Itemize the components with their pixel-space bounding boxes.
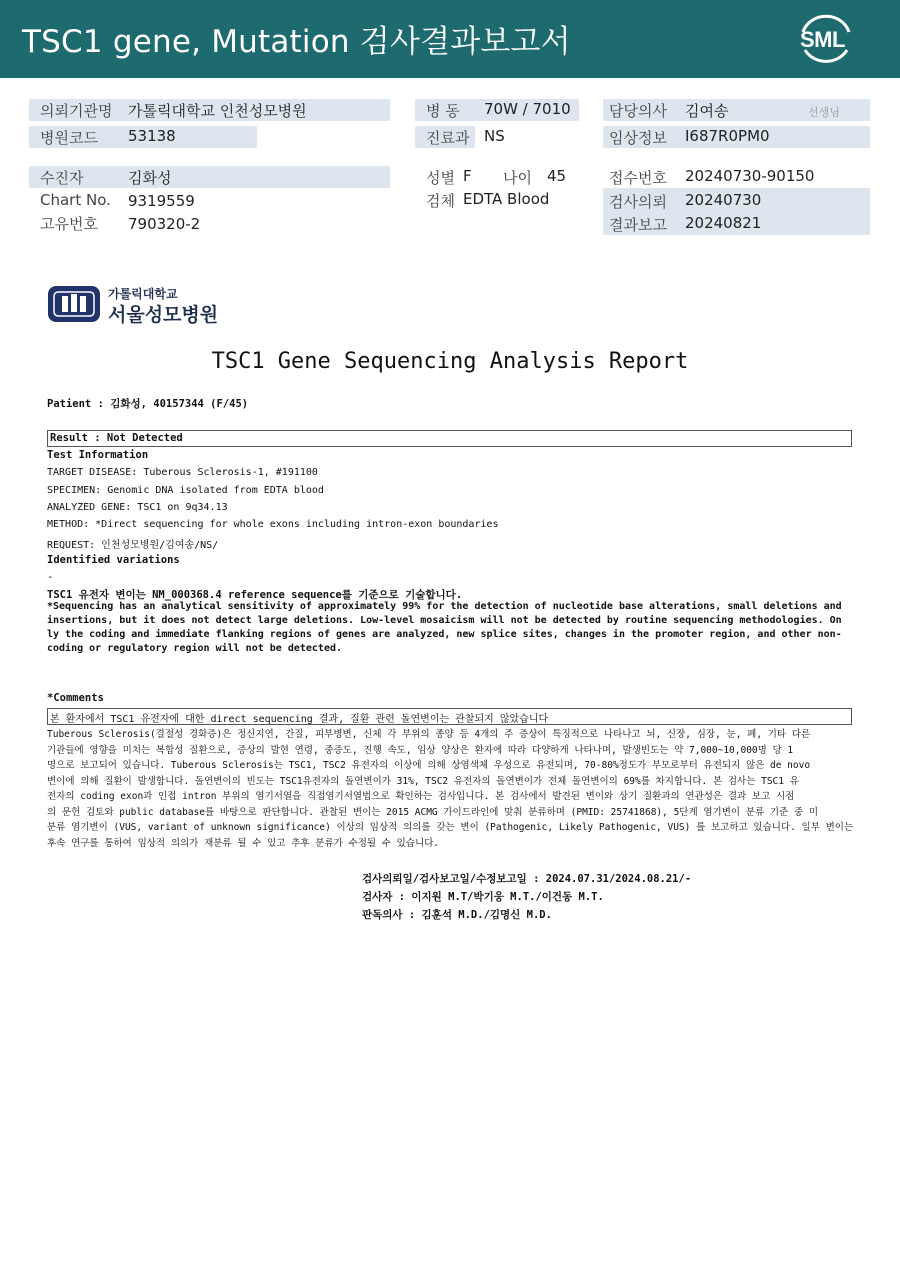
institution-label: 의뢰기관명 <box>40 102 113 120</box>
comments-heading: *Comments <box>47 692 104 704</box>
reviewers-line: 판독의사 : 김훈석 M.D./김명신 M.D. <box>362 909 552 921</box>
sequencing-note-line: insertions, but it does not detect large deletions. Low-level mosaicism will not be detected by routine sequencing methodologies. On <box>47 615 842 626</box>
physician-value: 김여송 <box>685 102 729 120</box>
result-line: Result : Not Detected <box>50 432 183 444</box>
physician-suffix: 선생님 <box>808 106 840 119</box>
identified-heading: Identified variations <box>47 554 180 566</box>
department-value: NS <box>484 127 505 145</box>
request-line: REQUEST: 인천성모병원/김여송/NS/ <box>47 540 219 551</box>
age-label: 나이 <box>503 169 532 187</box>
clinical-value: I687R0PM0 <box>685 127 770 145</box>
analyzed-gene: ANALYZED GENE: TSC1 on 9q34.13 <box>47 502 228 513</box>
receipt-label: 접수번호 <box>609 169 667 187</box>
sml-logo-text: SML <box>800 27 845 52</box>
patient-label: 수진자 <box>40 169 84 187</box>
ward-value: 70W / 7010 <box>484 100 571 118</box>
hospital-code-label: 병원코드 <box>40 129 98 147</box>
report-header-title: TSC1 gene, Mutation 검사결과보고서 <box>22 24 571 60</box>
hospital-name-small: 가톨릭대학교 <box>108 287 178 301</box>
patient-value: 김화성 <box>128 169 172 187</box>
chart-label: Chart No. <box>40 191 111 209</box>
method-line: METHOD: *Direct sequencing for whole exons including intron-exon boundaries <box>47 519 499 530</box>
sequencing-note-line: coding or regulatory region will not be detected. <box>47 643 343 654</box>
unique-label: 고유번호 <box>40 215 98 233</box>
examiners-line: 검사자 : 이지원 M.T/박기웅 M.T./이건동 M.T. <box>362 891 604 903</box>
request-label: 검사의뢰 <box>609 193 667 211</box>
hospital-code-value: 53138 <box>128 127 176 145</box>
sequencing-note-line: ly the coding and immediate flanking regions of genes are analyzed, new splice sites, changes in the promoter region, and other non- <box>47 629 842 640</box>
target-disease: TARGET DISEASE: Tuberous Sclerosis-1, #191100 <box>47 467 318 478</box>
age-value: 45 <box>547 167 567 185</box>
report-title: TSC1 Gene Sequencing Analysis Report <box>211 349 689 374</box>
dates-line: 검사의뢰일/검사보고일/수정보고일 : 2024.07.31/2024.08.21/- <box>362 873 692 885</box>
specimen-line: SPECIMEN: Genomic DNA isolated from EDTA blood <box>47 485 324 496</box>
comment-line: 후속 연구를 통하여 임상적 의의가 재분류 될 수 있고 추후 분류가 수정될 수 있습니다. <box>47 837 440 849</box>
hospital-name-big: 서울성모병원 <box>108 304 219 326</box>
comment-line: 의 문헌 검토와 public database를 바탕으로 판단합니다. 관찰된 변이는 2015 ACMG 가이드라인에 맞춰 분류하며 (PMID: 25741868), 5단계 염기변이 분류 기준 중 미 <box>47 806 819 818</box>
sml-logo <box>795 12 857 66</box>
receipt-value: 20240730-90150 <box>685 167 815 185</box>
test-info-heading: Test Information <box>47 449 149 461</box>
sex-label: 성별 <box>426 169 455 187</box>
institution-value: 가톨릭대학교 인천성모병원 <box>128 102 307 120</box>
report-header <box>0 0 900 78</box>
physician-label: 담당의사 <box>609 102 667 120</box>
specimen-label: 검체 <box>426 192 455 210</box>
request-date-value: 20240730 <box>685 191 762 209</box>
unique-value: 790320-2 <box>128 215 201 233</box>
chart-value: 9319559 <box>128 192 195 210</box>
patient-line: Patient : 김화성, 40157344 (F/45) <box>47 398 249 410</box>
comment-box-text: 본 환자에서 TSC1 유전자에 대한 direct sequencing 결과, 질환 관련 돌연변이는 관찰되지 않았습니다 <box>50 714 549 725</box>
sex-value: F <box>463 167 472 185</box>
department-label: 진료과 <box>426 129 470 147</box>
sequencing-note-line: *Sequencing has an analytical sensitivity of approximately 99% for the detection of nucleotide base alterations, small deletions and <box>47 601 842 612</box>
comment-line: Tuberous Sclerosis(결절성 경화증)은 정신지연, 간질, 피부병변, 신체 각 부위의 종양 등 4개의 주 증상이 특징적으로 나타나고 뇌, 신장, 심장, 눈, 폐, 기타 다른 <box>47 729 811 740</box>
identified-value: - <box>47 571 54 583</box>
clinical-label: 임상정보 <box>609 129 667 147</box>
hospital-emblem-icon <box>46 284 102 324</box>
comment-line: 분류 염기변이 (VUS, variant of unknown significance) 이상의 임상적 의의를 갖는 변이 (Pathogenic, Likely Pathogenic, VUS) 를 보고하고 있습니다. 일부 변이는 <box>47 822 854 833</box>
sequencing-note <box>47 600 855 656</box>
result-label: 결과보고 <box>609 216 667 234</box>
ward-label: 병 동 <box>426 102 460 120</box>
reference-note: TSC1 유전자 변이는 NM_000368.4 reference sequence를 기준으로 기술합니다. <box>47 589 463 601</box>
comment-line: 전자의 coding exon과 인접 intron 부위의 염기서열을 직접염기서열법으로 확인하는 검사입니다. 본 검사에서 발견된 변이와 상기 질환과의 연관성은 결과 보고 시점 <box>47 791 795 802</box>
comment-line: 변이에 의해 질환이 발생합니다. 돌연변이의 빈도는 TSC1유전자의 돌연변이가 31%, TSC2 유전자의 돌연변이가 전체 돌연변이의 69%를 차지합니다. 본 검사는 TSC1 유 <box>47 775 799 787</box>
specimen-value: EDTA Blood <box>463 190 550 208</box>
comment-paragraph <box>47 727 855 851</box>
comment-line: 기관들에 영향을 미치는 복합성 질환으로, 증상의 발현 연령, 중증도, 진행 속도, 임상 양상은 환자에 따라 다양하게 나타나며, 발생빈도는 약 7,000~10,000명 당 1 <box>47 744 794 756</box>
comment-line: 명으로 보고되어 있습니다. Tuberous Sclerosis는 TSC1, TSC2 유전자의 이상에 의해 상염색체 우성으로 유전되며, 70-80%정도가 부모로부터 유전되지 않은 de novo <box>47 760 811 771</box>
result-date-value: 20240821 <box>685 214 762 232</box>
